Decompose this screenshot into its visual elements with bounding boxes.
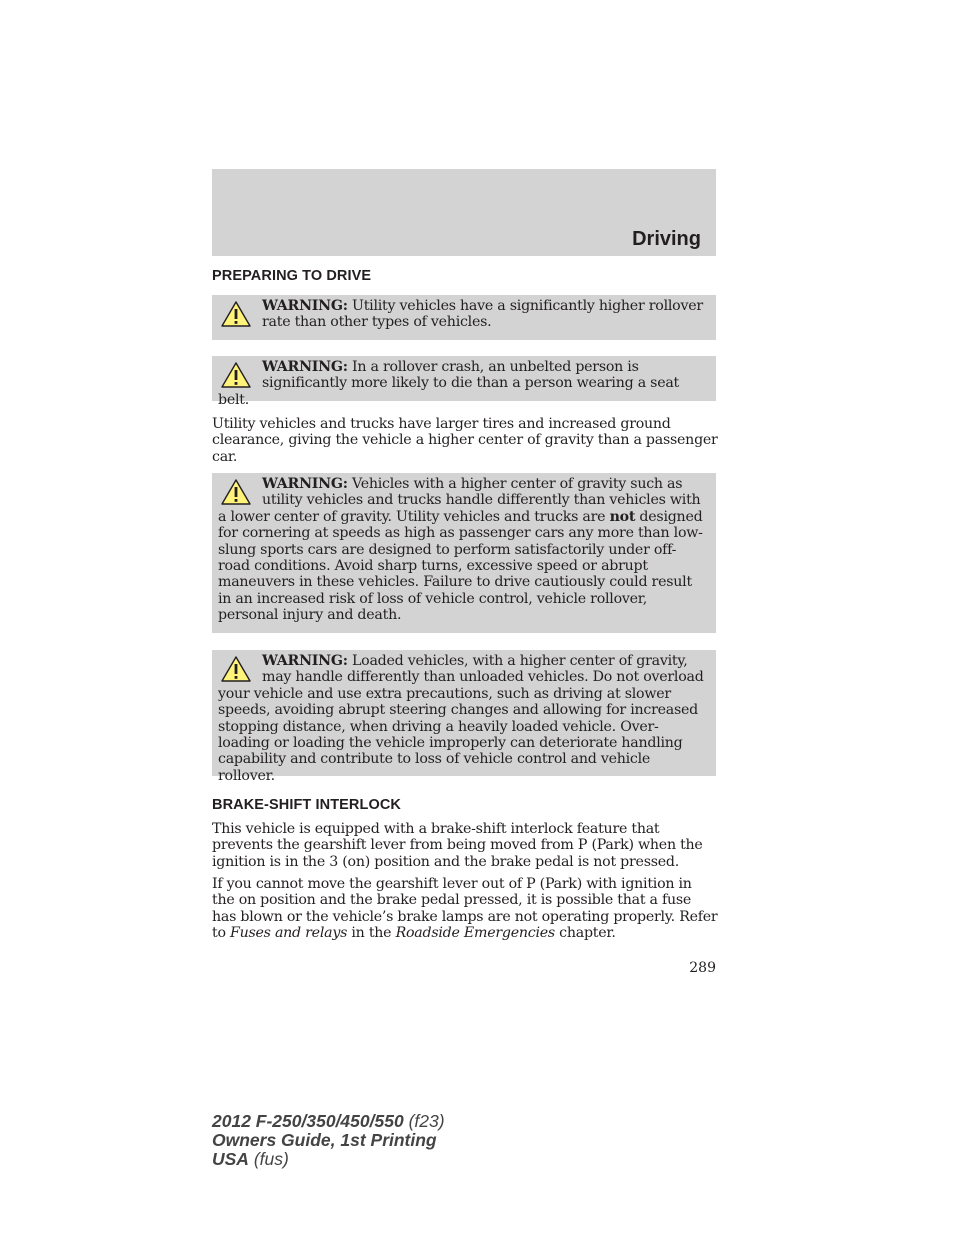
- warning-emphasis: not: [609, 508, 636, 525]
- warning-body: Loaded vehicles, with a higher center of gravity, may handle differently than unloaded vehicles. Do not overload your vehicle and use extra precautions, such as driving at slower speeds, avoiding abrupt steering changes and allowing for increased stopping distance, when driving a heavily loaded vehicle. Over-loading or loading the vehicle improperly can deteriorate handling capability and contribute to loss of vehicle control and vehicle rollover.: [218, 653, 704, 784]
- warning-triangle-icon: [220, 655, 252, 683]
- paragraph-text: If you cannot move the gearshift lever out of P (Park) with ignition in the on position and the brake pedal pressed, it is possible that a fuse has blown or the vehicle’s brake lamps are not operating properly. Refer to: [212, 876, 718, 941]
- footer-model-code: (f23): [403, 1111, 445, 1131]
- document-footer: [212, 1112, 445, 1169]
- warning-body-cont: designed for cornering at speeds as high as passenger cars any more than low-slung sports cars are designed to perform satisfactorily under off-road conditions. Avoid sharp turns, excessive speed or abrupt maneuvers in these vehicles. Failure to drive cautiously could result in an increased risk of loss of vehicle control, vehicle rollover, personal injury and death.: [218, 508, 703, 624]
- warning-body: Vehicles with a higher center of gravity such as utility vehicles and trucks handle differently than vehicles with a lower center of gravity. Utility vehicles and trucks are: [218, 476, 701, 525]
- paragraph-gravity: Utility vehicles and trucks have larger tires and increased ground clearance, giving the vehicle a higher center of gravity than a passenger car.: [212, 416, 718, 465]
- page-number: 289: [689, 960, 716, 976]
- warning-body: In a rollover crash, an unbelted person is significantly more likely to die than a person wearing a seat belt.: [218, 359, 680, 408]
- cross-reference-roadside: Roadside Emergencies: [395, 924, 555, 941]
- warning-triangle-icon: [220, 361, 252, 389]
- warning-box: [212, 473, 716, 633]
- warning-box: [212, 650, 716, 784]
- chapter-header-band: [212, 169, 716, 256]
- warning-lead: WARNING:: [262, 298, 348, 314]
- section-heading-interlock: BRAKE-SHIFT INTERLOCK: [212, 797, 401, 813]
- paragraph-text: in the: [347, 924, 396, 941]
- cross-reference-fuses: Fuses and relays: [230, 924, 348, 941]
- paragraph-text: chapter.: [554, 924, 616, 941]
- chapter-title: Driving: [632, 228, 701, 250]
- footer-model: 2012 F-250/350/450/550: [212, 1111, 404, 1131]
- warning-triangle-icon: [220, 478, 252, 506]
- paragraph-interlock-1: This vehicle is equipped with a brake-shift interlock feature that prevents the gearshift lever from being moved from P (Park) when the ignition is in the 3 (on) position and the brake pedal is not pressed.: [212, 821, 703, 870]
- section-heading-preparing: PREPARING TO DRIVE: [212, 268, 372, 284]
- footer-edition: Owners Guide, 1st Printing: [212, 1130, 437, 1150]
- footer-region: USA: [212, 1149, 249, 1169]
- warning-box: [212, 356, 716, 408]
- warning-lead: WARNING:: [262, 653, 348, 669]
- warning-box: [212, 295, 716, 340]
- paragraph-interlock-2: [212, 876, 718, 941]
- warning-body: Utility vehicles have a significantly higher rollover rate than other types of vehicles.: [262, 298, 703, 331]
- warning-triangle-icon: [220, 300, 252, 328]
- warning-lead: WARNING:: [262, 359, 348, 375]
- warning-lead: WARNING:: [262, 476, 348, 492]
- footer-region-code: (fus): [248, 1149, 289, 1169]
